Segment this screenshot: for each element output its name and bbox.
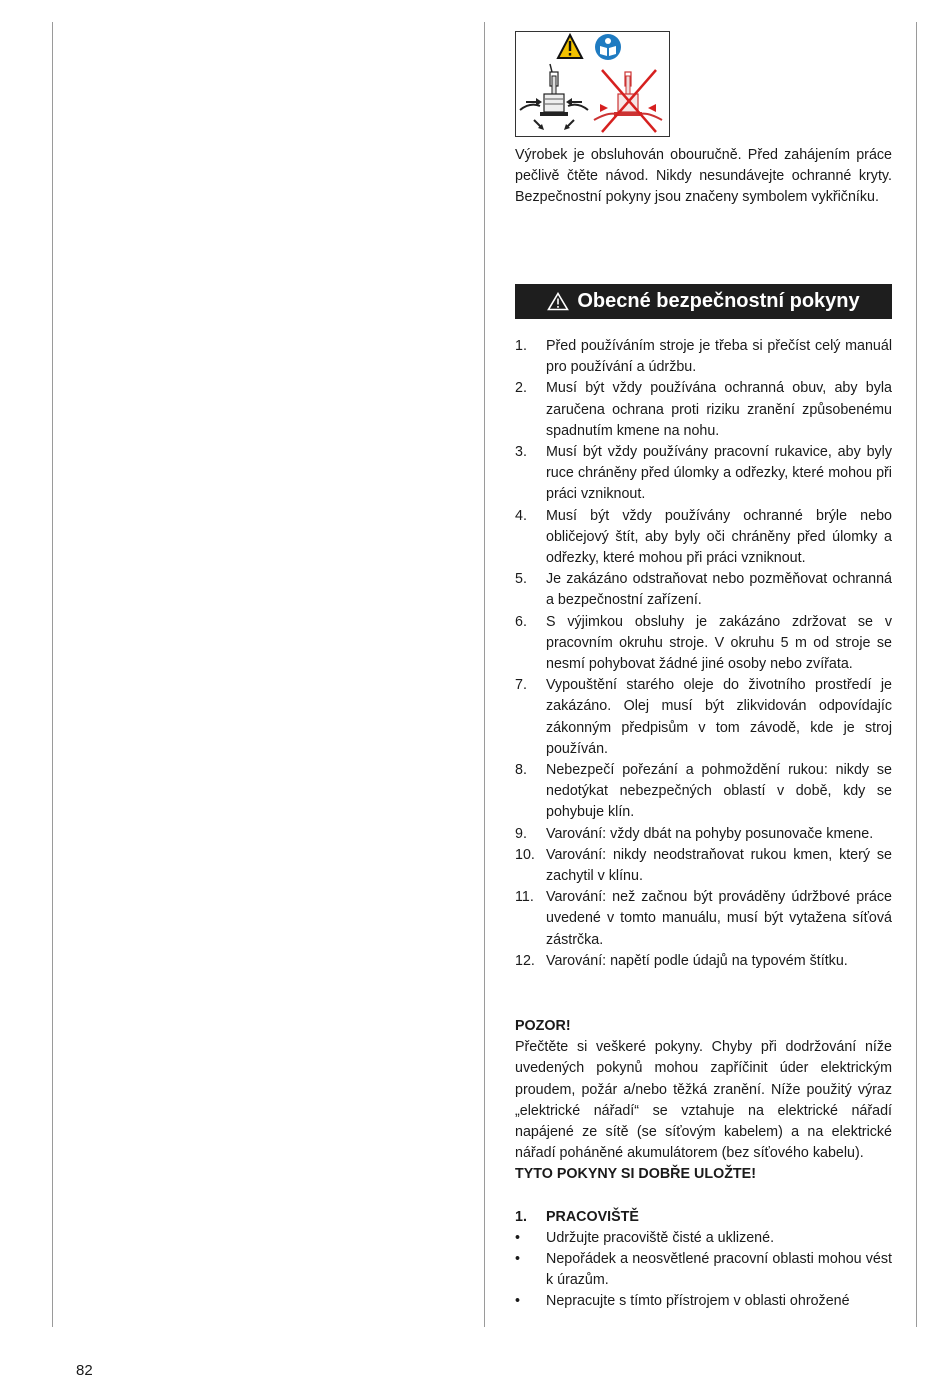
list-item <box>515 1291 892 1312</box>
list-item <box>515 845 892 887</box>
item-text: Nebezpečí pořezání a pohmoždění rukou: nikdy se nedotýkat nebezpečných oblastí v době, kdy se pohybuje klín. <box>546 762 892 821</box>
workplace-title: PRACOVIŠTĚ <box>546 1208 639 1225</box>
item-number: 1. <box>515 338 527 354</box>
list-item <box>515 675 892 760</box>
list-item <box>515 951 892 972</box>
item-text: Varování: napětí podle údajů na typovém štítku. <box>546 952 848 969</box>
pozor-paragraph: Přečtěte si veškeré pokyny. Chyby při dodržování níže uvedených pokynů mohou zapříčinit úder elektrickým proudem, požár a/nebo těžká zranění. Níže použitý výraz „elektrické nářadí“ se vztahuje na elektrické nářadí napájené ze sítě (se síťovým kabelem) a na elektrické nářadí poháněné akumulátorem (bez síťového kabelu). <box>515 1039 892 1162</box>
list-item <box>515 1228 892 1249</box>
safety-instructions-list <box>515 336 892 972</box>
intro-paragraph: Výrobek je obsluhován obouručně. Před zahájením práce pečlivě čtěte návod. Nikdy nesundávejte ochranné kryty. Bezpečnostní pokyny jsou značeny symbolem vykřičníku. <box>515 147 892 206</box>
list-item <box>515 887 892 951</box>
item-number: 10. <box>515 846 535 863</box>
item-text: Je zakázáno odstraňovat nebo pozměňovat ochranná a bezpečnostní zařízení. <box>546 571 892 609</box>
item-number: 9. <box>515 825 527 842</box>
item-number: 7. <box>515 677 527 694</box>
item-number: 3. <box>515 444 527 461</box>
item-number: 5. <box>515 571 527 588</box>
list-item <box>515 824 892 845</box>
item-text: Varování: vždy dbát na pohyby posunovače kmene. <box>546 825 874 842</box>
item-number: 2. <box>515 380 527 397</box>
item-number: 11. <box>515 889 534 906</box>
warning-triangle-icon <box>558 35 582 58</box>
workplace-heading <box>515 1207 892 1228</box>
item-number: 4. <box>515 507 527 524</box>
bullet-text: Udržujte pracoviště čisté a uklizené. <box>546 1229 775 1246</box>
bullet-icon: • <box>515 1293 521 1310</box>
item-text: Varování: nikdy neodstraňovat rukou kmen, který se zachytil v klínu. <box>546 846 892 885</box>
list-item <box>515 506 892 570</box>
left-margin-rule <box>52 22 53 1327</box>
item-number: 6. <box>515 613 527 630</box>
item-text: Musí být vždy používány pracovní rukavice, aby byly ruce chráněny před úlomky a odřezky, které mohou při práci vzniknout. <box>546 444 892 503</box>
two-hand-operation-illustration <box>520 64 588 130</box>
bullet-icon: • <box>515 1229 521 1246</box>
item-text: S výjimkou obsluhy je zakázáno zdržovat se v pracovním okruhu stroje. V okruhu 5 m od stroje se nesmí pohybovat žádné jiné osoby nebo zvířata. <box>546 613 892 673</box>
warning-triangle-icon <box>547 292 569 311</box>
section-title: Obecné bezpečnostní pokyny <box>577 290 860 312</box>
pozor-section <box>515 1016 892 1313</box>
right-margin-rule <box>916 22 917 1327</box>
page-number: 82 <box>76 1362 93 1379</box>
item-number: 8. <box>515 762 527 779</box>
list-item <box>515 569 892 611</box>
workplace-bullets <box>515 1228 892 1313</box>
list-item <box>515 378 892 442</box>
list-item <box>515 442 892 506</box>
read-manual-icon <box>595 34 621 60</box>
item-text: Vypouštění starého oleje do životního prostředí je zakázáno. Olej musí být zlikvidován odpovídajíc zákonným předpisům v tom závodě, kde je stroj používán. <box>546 677 892 757</box>
keep-instructions-note: TYTO POKYNY SI DOBŘE ULOŽTE! <box>515 1166 756 1183</box>
section-heading <box>515 284 892 319</box>
pozor-title: POZOR! <box>515 1018 571 1034</box>
list-item <box>515 760 892 824</box>
item-text: Musí být vždy používány ochranné brýle nebo obličejový štít, aby byly oči chráněny před úlomky a odřezky, které mohou při práci vzniknout. <box>546 507 892 567</box>
item-text: Musí být vždy používána ochranná obuv, aby byla zaručena ochrana proti riziku zranění způsobenému spadnutím kmene na nohu. <box>546 380 892 439</box>
list-item <box>515 336 892 378</box>
item-number: 12. <box>515 952 535 969</box>
workplace-number: 1. <box>515 1208 527 1225</box>
bullet-text: Nepracujte s tímto přístrojem v oblasti ohrožené <box>546 1293 850 1310</box>
center-column-rule <box>484 22 485 1327</box>
prohibited-operation-illustration <box>594 70 662 132</box>
item-text: Varování: než začnou být prováděny údržbové práce uvedené v tomto manuálu, musí být vytažena síťová zástrčka. <box>546 889 892 948</box>
list-item <box>515 1249 892 1291</box>
safety-pictogram-figure <box>515 31 670 137</box>
item-text: Před používáním stroje je třeba si přečíst celý manuál pro používání a údržbu. <box>546 338 892 376</box>
list-item <box>515 612 892 676</box>
bullet-text: Nepořádek a neosvětlené pracovní oblasti mohou vést k úrazům. <box>546 1251 892 1289</box>
bullet-icon: • <box>515 1251 521 1268</box>
